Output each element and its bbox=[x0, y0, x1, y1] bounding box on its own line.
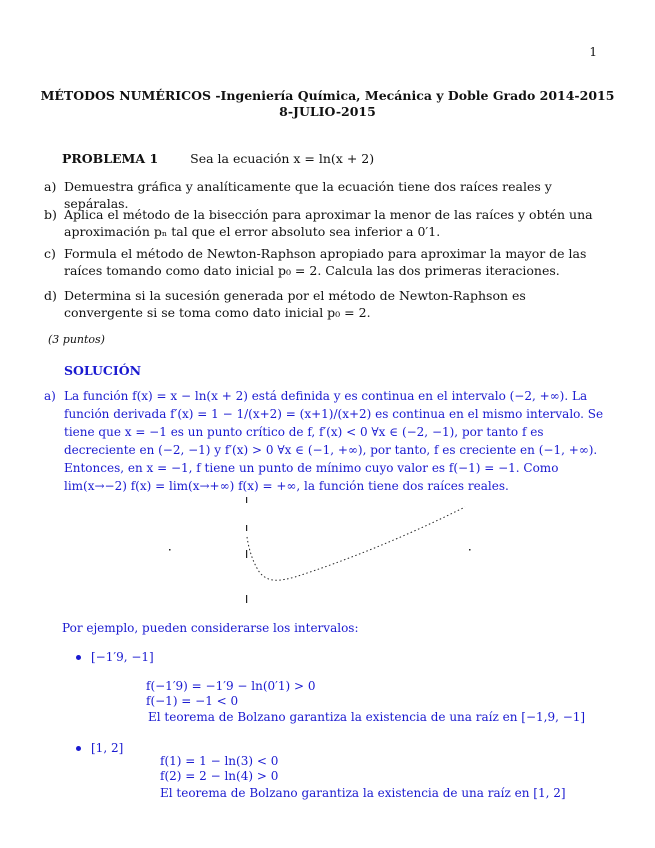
bullet-icon bbox=[76, 655, 81, 660]
points: (3 puntos) bbox=[48, 333, 105, 346]
interval-item bbox=[76, 650, 154, 664]
bullet-icon bbox=[76, 746, 81, 751]
calc-line: f(−1) = −1 < 0 bbox=[146, 694, 239, 708]
solution-a bbox=[44, 387, 604, 495]
exam-title: MÉTODOS NUMÉRICOS -Ingeniería Química, Mecánica y Doble Grado 2014-2015 bbox=[40, 88, 615, 103]
calc-line: f(1) = 1 − ln(3) < 0 bbox=[160, 754, 279, 768]
question-text: Formula el método de Newton-Raphson apropiado para aproximar la mayor de las raíces tomando como dato inicial p₀ = 2. Calcula las dos primeras iteraciones. bbox=[64, 246, 587, 278]
calc-line: f(−1′9) = −1′9 − ln(0′1) > 0 bbox=[146, 679, 316, 693]
interval-label: [−1′9, −1] bbox=[91, 650, 154, 664]
interval-calc bbox=[160, 754, 278, 784]
question-text: Demuestra gráfica y analíticamente que la ecuación tiene dos raíces reales y sepáralas. bbox=[64, 179, 552, 211]
interval-item bbox=[76, 741, 123, 755]
question-d bbox=[44, 287, 604, 321]
exam-date: 8-JULIO-2015 bbox=[279, 104, 376, 119]
interval-calc bbox=[146, 679, 316, 709]
function-graph bbox=[165, 495, 485, 605]
bolzano-conclusion: El teorema de Bolzano garantiza la existencia de una raíz en [1, 2] bbox=[160, 786, 566, 800]
question-c bbox=[44, 245, 604, 279]
question-text: Aplica el método de la bisección para aproximar la menor de las raíces y obtén una aproximación pₙ tal que el error absoluto sea inferior a 0′1. bbox=[64, 207, 593, 239]
interval-label: [1, 2] bbox=[91, 741, 124, 755]
calc-line: f(2) = 2 − ln(4) > 0 bbox=[160, 769, 279, 783]
solution-title: SOLUCIÓN bbox=[64, 363, 142, 378]
question-label: c) bbox=[44, 246, 56, 261]
function-curve bbox=[247, 507, 465, 580]
problem-title: PROBLEMA 1 bbox=[62, 151, 159, 166]
solution-label: a) bbox=[44, 389, 56, 403]
question-text: Determina si la sucesión generada por el método de Newton-Raphson es convergente si se toma como dato inicial p₀ = 2. bbox=[64, 288, 526, 320]
problem-heading bbox=[62, 151, 374, 166]
question-label: d) bbox=[44, 288, 57, 303]
problem-statement: Sea la ecuación x = ln(x + 2) bbox=[190, 151, 375, 166]
question-label: a) bbox=[44, 179, 57, 194]
question-b bbox=[44, 206, 604, 240]
page-number: 1 bbox=[589, 45, 597, 59]
example-intro: Por ejemplo, pueden considerarse los intervalos: bbox=[62, 621, 359, 635]
bolzano-conclusion: El teorema de Bolzano garantiza la existencia de una raíz en [−1,9, −1] bbox=[148, 710, 586, 724]
solution-text: La función f(x) = x − ln(x + 2) está definida y es continua en el intervalo (−2, +∞). La función derivada f′(x) = 1 − 1/(x+2) = (x+1)/(x+2) es continua en el mismo intervalo. Se tiene que x = −1 es un punto crítico de f, f′(x) < 0 ∀x ∈ (−2, −1), por tanto f es decreciente en (−2, −1) y f′(x) > 0 ∀x ∈ (−1, +∞), por tanto, f es creciente en (−1, +∞). Entonces, en x = −1, f tiene un punto de mínimo cuyo valor es f(−1) = −1. Como lim(x→−2) f(x) = lim(x→+∞) f(x) = +∞, la función tiene dos raíces reales. bbox=[64, 389, 604, 493]
question-label: b) bbox=[44, 207, 57, 222]
